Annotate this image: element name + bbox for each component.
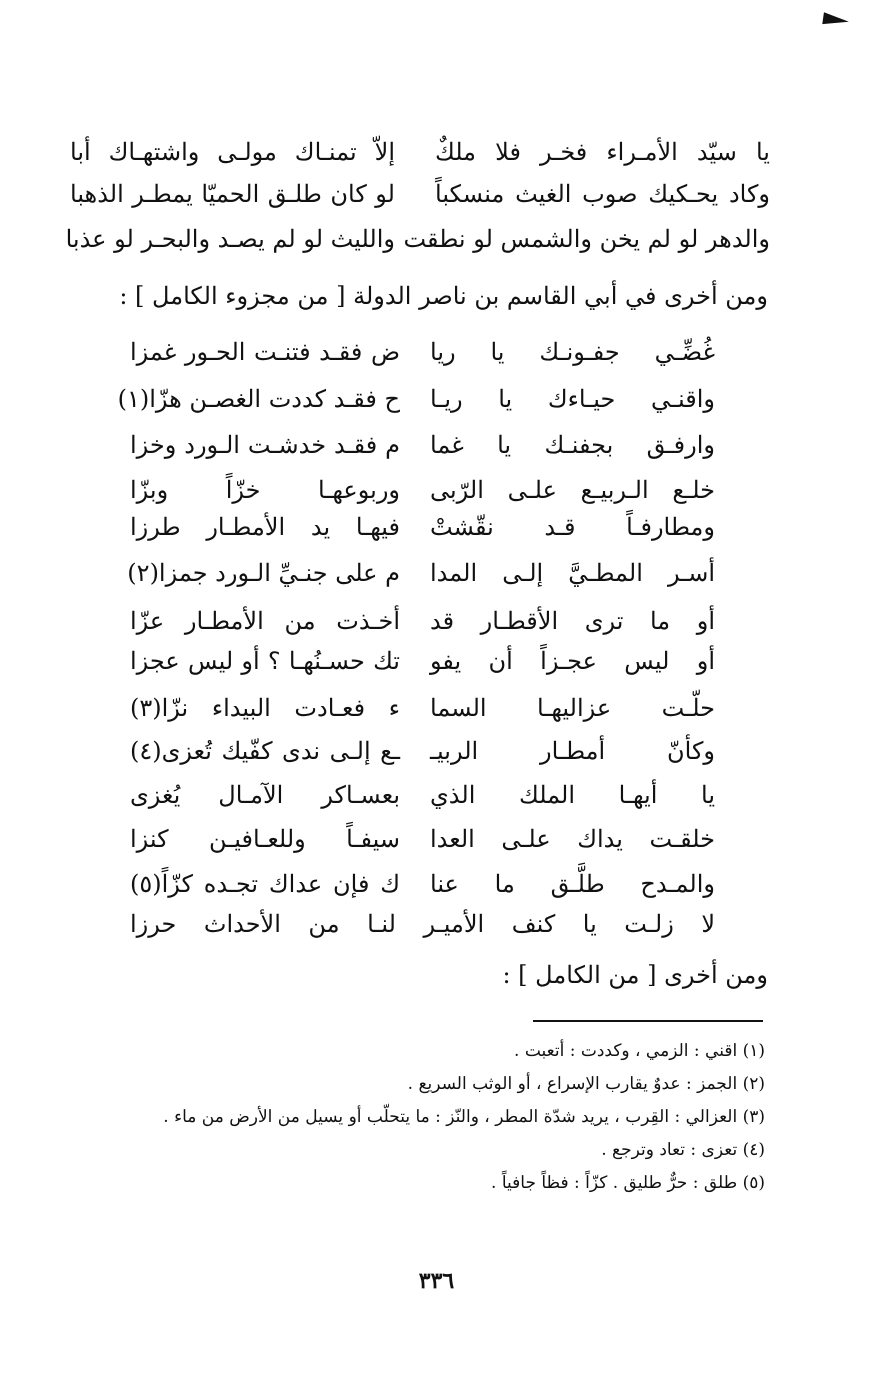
hemistich-first: خلـع الـربيـع علـى الرّبى: [430, 476, 715, 504]
hemistich-second: أخـذت من الأمطـار عزّا: [130, 607, 400, 635]
hemistich-second: ء فعـادت البيداء نزّا(٣): [130, 694, 400, 722]
footnote: (٤) تعزى : تعاد وترجع .: [601, 1140, 765, 1160]
footnote: (١) اقني : الزمي ، وكددت : أتعبت .: [514, 1041, 765, 1061]
verse-line: [65, 215, 770, 263]
hemistich-first: يا سيّد الأمـراء فخـر فلا ملكٌ: [435, 138, 770, 166]
hemistich-first: والمـدح طلَّـق ما عنا: [430, 870, 715, 898]
hemistich-second: لو كان طلـق الحميّا يمطـر الذهبا: [70, 180, 395, 208]
hemistich-second: والليث لو لم يصـد والبحـر لو عذبا: [65, 225, 395, 253]
hemistich-first: ومطارفـاً قـد نقّشتْ: [430, 513, 715, 541]
hemistich-second: فيهـا يد الأمطـار طرزا: [130, 513, 400, 541]
verse-line: [127, 549, 715, 597]
hemistich-first: وكاد يحـكيك صوب الغيث منسكباً: [435, 180, 770, 208]
hemistich-first: أو ما ترى الأقطـار قد: [430, 607, 715, 635]
hemistich-second: م على جنـيِّ الـورد جمزا(٢): [127, 559, 400, 587]
verse-line: [117, 375, 715, 423]
hemistich-second: ح فقـد كددت الغصـن هزّا(١): [117, 385, 400, 413]
verse-line: [70, 170, 770, 218]
verse-line: [130, 328, 715, 376]
verse-line: [130, 684, 715, 732]
hemistich-first: وارفـق بجفنـك يا غما: [430, 431, 715, 459]
verse-line: [70, 128, 770, 176]
verse-line: [130, 503, 715, 551]
footnote: (٥) طلق : حرٌّ طليق . كزّاً : فظاً جافياً .: [491, 1173, 765, 1193]
footnote: (٢) الجمز : عدوٌ يقارب الإسراع ، أو الوثب السريع .: [407, 1074, 765, 1094]
section-heading: ومن أخرى في أبي القاسم بن ناصر الدولة [ من مجزوء الكامل ] :: [119, 282, 768, 310]
hemistich-second: وربوعهـا خزّاً وبزّا: [130, 476, 400, 504]
page-number: ٣٣٦: [418, 1268, 455, 1294]
hemistich-first: غُضِّـي جفـونـك يا ريا: [430, 338, 715, 366]
hemistich-second: إلاّ تمنـاك مولـى واشتهـاك أبا: [70, 138, 395, 166]
hemistich-first: أو ليس عجـزاً أن يفو: [430, 647, 715, 675]
verse-full-line: لا زلـت يا كنف الأميـر لنـا من الأحداث حرزا: [130, 910, 715, 938]
hemistich-first: خلقـت يداك علـى العدا: [430, 825, 715, 853]
hemistich-second: ك فإن عداك تجـده كزّاً(٥): [130, 870, 400, 898]
verse-line: [130, 900, 715, 948]
hemistich-first: واقنـي حيـاءك يا ريـا: [430, 385, 715, 413]
verse-line: [130, 421, 715, 469]
hemistich-second: تك حسـنُهـا ؟ أو ليس عجزا: [130, 647, 400, 675]
hemistich-second: ض فقـد فتنـت الحـور غمزا: [130, 338, 400, 366]
hemistich-second: سيفـاً وللعـافيـن كنزا: [130, 825, 400, 853]
hemistich-second: ـع إلـى ندى كفّيك تُعزى(٤): [130, 737, 400, 765]
verse-line: [130, 815, 715, 863]
hemistich-first: وكأنّ أمطـار الربيـ: [430, 737, 715, 765]
verse-line: [130, 637, 715, 685]
hemistich-second: م فقـد خدشـت الـورد وخزا: [130, 431, 400, 459]
hemistich-first: أسـر المطـيَّ إلـى المدا: [430, 559, 715, 587]
section-heading: ومن أخرى [ من الكامل ] :: [502, 961, 768, 989]
verse-line: [130, 771, 715, 819]
hemistich-first: يا أيهـا الملك الذي: [430, 781, 715, 809]
footnotes: [145, 1035, 765, 1200]
hemistich-first: والدهر لو لم يخن والشمس لو نطقت: [403, 225, 770, 253]
hemistich-second: بعسـاكر الآمـال يُغزى: [130, 781, 400, 809]
hemistich-first: حلّـت عزاليهـا السما: [430, 694, 715, 722]
verse-line: [130, 727, 715, 775]
footnote: (٣) العزالي : القِرب ، يريد شدّة المطر ، والنّز : ما يتحلّب أو يسيل من الأرض من ماء .: [163, 1107, 765, 1127]
footnote-rule: [533, 1020, 763, 1022]
